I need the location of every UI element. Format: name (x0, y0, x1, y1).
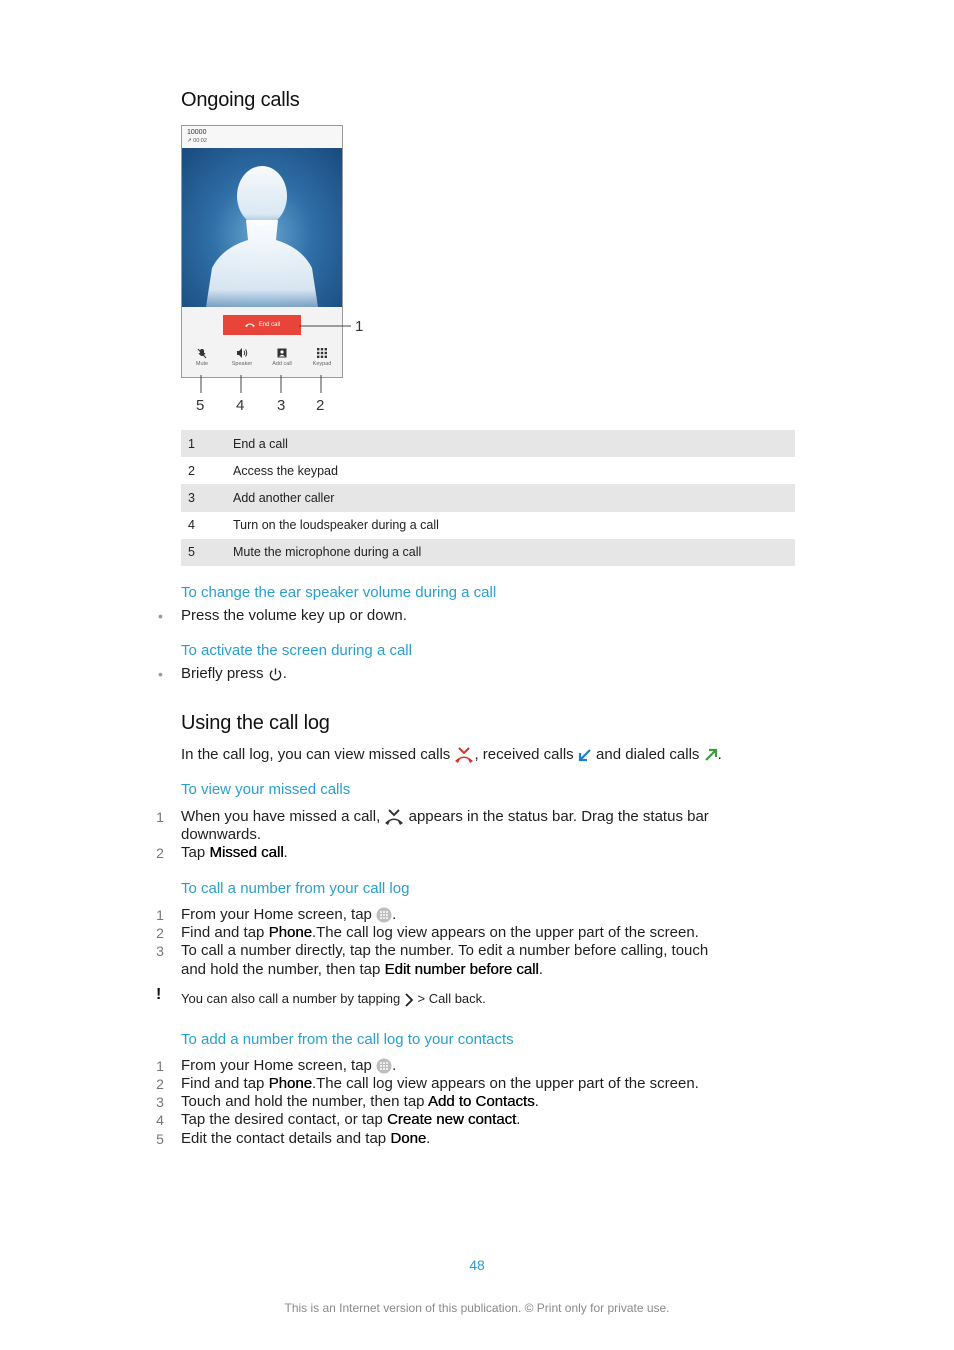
subheading-missed-calls: To view your missed calls (181, 781, 351, 798)
call-log-intro: In the call log, you can view missed calls , received calls and dialed calls . (181, 746, 722, 763)
step-number: 1 (156, 907, 164, 923)
mute-button[interactable]: Mute (182, 347, 222, 367)
instruction-activate-screen: Briefly press . (181, 665, 287, 682)
add-call-button[interactable]: Add call (262, 347, 302, 367)
bullet: • (158, 608, 163, 624)
step-number: 3 (156, 943, 164, 959)
step-number: 1 (156, 1058, 164, 1074)
subheading-call-number: To call a number from your call log (181, 880, 410, 897)
chevron-right-icon (404, 993, 414, 1007)
callout-legend-table (181, 430, 795, 566)
callout-1: 1 (355, 318, 364, 335)
callout-2: 2 (316, 397, 325, 414)
callout-3: 3 (277, 397, 286, 414)
call-timer: ↗ 00:02 (187, 138, 207, 144)
table-row: 3 Add another caller (181, 484, 795, 511)
add-step-5: Edit the contact details and tap Done. (181, 1130, 431, 1147)
page-number: 48 (469, 1257, 485, 1273)
missed-step-1: When you have missed a call, appears in the status bar. Drag the status bar (181, 808, 709, 825)
instruction-ear-volume: Press the volume key up or down. (181, 607, 407, 624)
missed-call-status-icon (384, 808, 404, 826)
step-number: 3 (156, 1094, 164, 1110)
table-row: 2 Access the keypad (188, 463, 338, 478)
apps-icon (376, 1058, 392, 1074)
subheading-ear-volume: To change the ear speaker volume during a call (181, 584, 497, 601)
power-icon (268, 667, 283, 682)
call-step-3-cont: and hold the number, then tap Edit number before call. (181, 961, 543, 978)
call-step-1: From your Home screen, tap . (181, 906, 397, 923)
add-step-3: Touch and hold the number, then tap Add to Contacts. (181, 1093, 539, 1110)
end-call-button[interactable]: End call (223, 315, 301, 335)
phone-status-bar (182, 126, 342, 148)
missed-call-icon (454, 746, 474, 764)
section-title-call-log: Using the call log (181, 712, 330, 734)
callout-lines (181, 315, 381, 395)
step-number: 2 (156, 925, 164, 941)
missed-step-2: Tap Missed call. (181, 844, 288, 861)
bullet: • (158, 666, 163, 682)
table-row: 1 End a call (181, 430, 795, 457)
step-number: 2 (156, 1076, 164, 1092)
step-number: 4 (156, 1112, 164, 1128)
section-title-ongoing-calls: Ongoing calls (181, 89, 300, 111)
speaker-button[interactable]: Speaker (222, 347, 262, 367)
missed-step-1-cont: downwards. (181, 826, 262, 843)
caller-number: 10000 (187, 129, 207, 136)
caller-photo (182, 148, 342, 307)
subheading-activate-screen: To activate the screen during a call (181, 642, 412, 659)
table-row: 5 Mute the microphone during a call (181, 539, 795, 566)
note-icon: ! (156, 986, 162, 1003)
call-step-3: To call a number directly, tap the number. To edit a number before calling, touch (181, 942, 709, 959)
step-number: 5 (156, 1131, 164, 1147)
keypad-button[interactable]: Keypad (302, 347, 342, 367)
add-step-4: Tap the desired contact, or tap Create new contact. (181, 1111, 521, 1128)
call-note: You can also call a number by tapping > Call back. (181, 991, 486, 1006)
person-silhouette-icon (182, 148, 342, 307)
apps-icon (376, 907, 392, 923)
call-step-2: Find and tap Phone.The call log view appears on the upper part of the screen. (181, 924, 699, 941)
callout-5: 5 (196, 397, 205, 414)
add-step-2: Find and tap Phone.The call log view appears on the upper part of the screen. (181, 1075, 699, 1092)
table-row: 4 Turn on the loudspeaker during a call (188, 518, 439, 533)
step-number: 1 (156, 809, 164, 825)
step-number: 2 (156, 845, 164, 861)
received-call-icon (578, 748, 592, 762)
dialed-call-icon (704, 748, 718, 762)
footer-notice: This is an Internet version of this publication. © Print only for private use. (284, 1301, 670, 1315)
add-step-1: From your Home screen, tap . (181, 1057, 397, 1074)
callout-4: 4 (236, 397, 245, 414)
subheading-add-contact: To add a number from the call log to your contacts (181, 1031, 514, 1048)
